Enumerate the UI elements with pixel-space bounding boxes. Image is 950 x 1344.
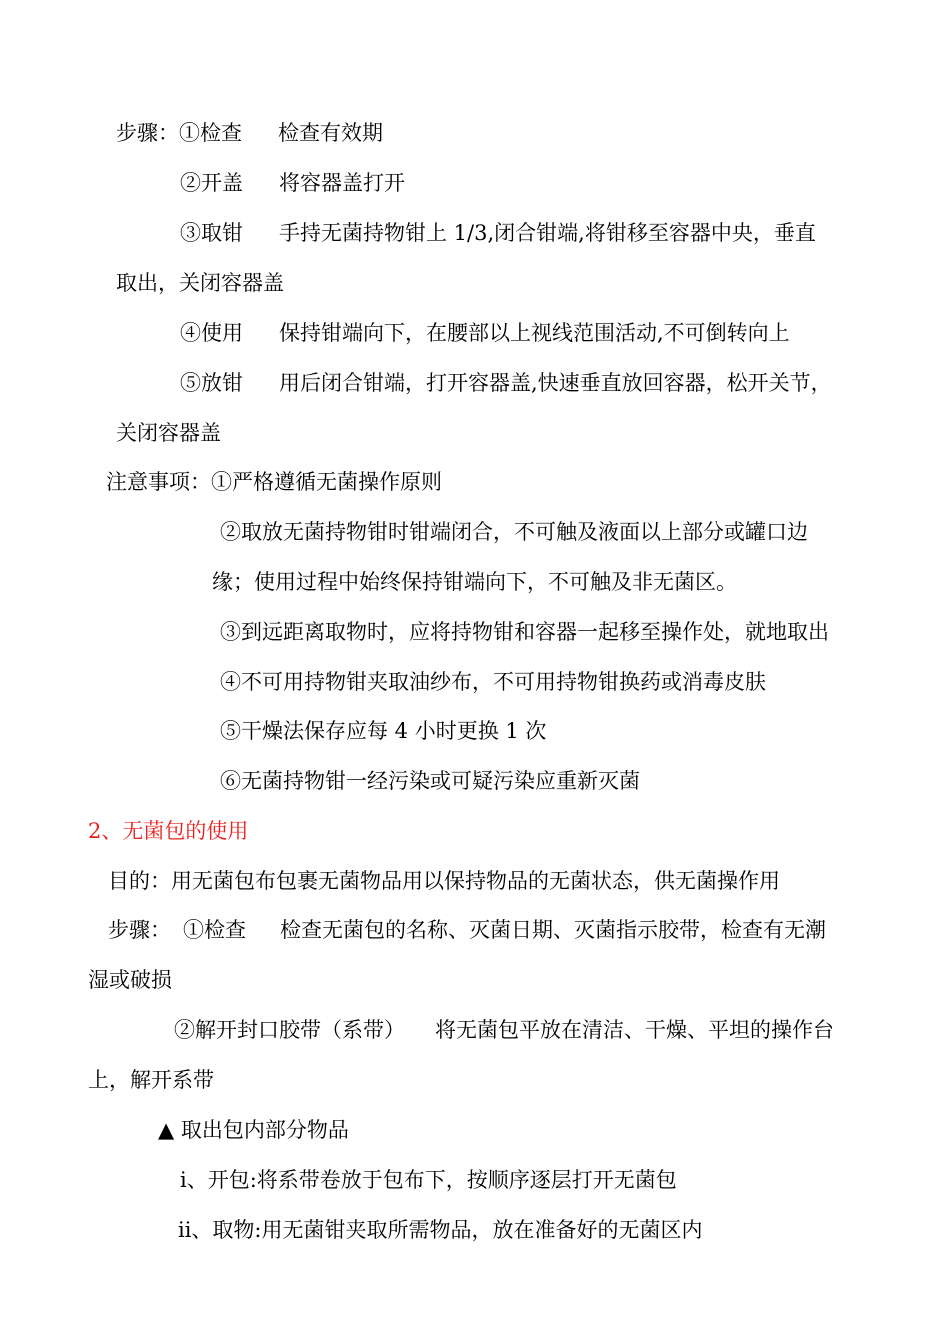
notes-line-2-cont xyxy=(212,568,737,596)
step-4-number: ④使用 xyxy=(180,321,243,345)
section-2-step-1-number: ①检查 xyxy=(183,918,246,942)
purpose-text: 目的：用无菌包布包裹无菌物品用以保持物品的无菌状态，供无菌操作用 xyxy=(108,869,780,893)
step-2-number: ②开盖 xyxy=(180,171,243,195)
steps-line-5-cont xyxy=(116,419,221,447)
steps-line-5 xyxy=(180,369,832,397)
section-2-steps-line-1-cont xyxy=(88,966,172,994)
sub-step-i-line xyxy=(180,1166,677,1194)
step-5-text: 用后闭合钳端，打开容器盖,快速垂直放回容器，松开关节， xyxy=(279,371,832,395)
notes-line-1 xyxy=(106,468,442,496)
section-2-heading xyxy=(88,817,248,845)
note-1: ①严格遵循无菌操作原则 xyxy=(211,470,442,494)
section-2-steps-line-2 xyxy=(174,1016,834,1044)
note-2: ②取放无菌持物钳时钳端闭合，不可触及液面以上部分或罐口边 xyxy=(220,520,808,544)
sub-step-i-text: ⅰ、开包:将系带卷放于包布下，按顺序逐层打开无菌包 xyxy=(180,1168,677,1192)
note-6: ⑥无菌持物钳一经污染或可疑污染应重新灭菌 xyxy=(220,769,640,793)
section-2-step-1-continuation: 湿或破损 xyxy=(88,968,172,992)
step-1-number: ①检查 xyxy=(179,121,242,145)
section-2-step-1-text: 检查无菌包的名称、灭菌日期、灭菌指示胶带，检查有无潮 xyxy=(280,918,826,942)
step-1-text: 检查有效期 xyxy=(278,121,383,145)
notes-line-4 xyxy=(220,668,766,696)
step-4-text: 保持钳端向下，在腰部以上视线范围活动,不可倒转向上 xyxy=(279,321,790,345)
sub-heading-line xyxy=(158,1116,349,1144)
notes-line-3 xyxy=(220,618,829,646)
note-3: ③到远距离取物时，应将持物钳和容器一起移至操作处，就地取出 xyxy=(220,620,829,644)
steps-line-4 xyxy=(180,319,790,347)
note-5: ⑤干燥法保存应每 4 小时更换 1 次 xyxy=(220,719,547,743)
section-2-step-2-continuation: 上，解开系带 xyxy=(88,1068,214,1092)
section-2-step-2-text: 将无菌包平放在清洁、干燥、平坦的操作台 xyxy=(435,1018,834,1042)
notes-line-5 xyxy=(220,717,546,745)
step-2-text: 将容器盖打开 xyxy=(279,171,405,195)
purpose-line xyxy=(108,867,780,895)
steps-label: 步骤： xyxy=(116,121,179,145)
sub-heading-text: ▲ 取出包内部分物品 xyxy=(158,1118,349,1142)
notes-line-6 xyxy=(220,767,640,795)
step-5-number: ⑤放钳 xyxy=(180,371,243,395)
section-2-step-2-number: ②解开封口胶带（系带） xyxy=(174,1018,405,1042)
section-2-steps-label: 步骤： xyxy=(108,918,171,942)
notes-line-2 xyxy=(220,518,808,546)
sub-step-ii-line xyxy=(178,1216,703,1244)
note-4: ④不可用持物钳夹取油纱布，不可用持物钳换药或消毒皮肤 xyxy=(220,670,766,694)
step-3-number: ③取钳 xyxy=(180,221,243,245)
section-2-steps-line-2-cont xyxy=(88,1066,214,1094)
steps-line-3-cont xyxy=(116,269,284,297)
section-2-heading-text: 2、无菌包的使用 xyxy=(88,819,249,843)
note-2-continuation: 缘；使用过程中始终保持钳端向下，不可触及非无菌区。 xyxy=(212,570,737,594)
steps-line-2 xyxy=(180,169,405,197)
steps-line-1 xyxy=(116,119,383,147)
sub-step-ii-text: ⅱ、取物:用无菌钳夹取所需物品，放在准备好的无菌区内 xyxy=(178,1218,703,1242)
step-3-continuation: 取出，关闭容器盖 xyxy=(116,271,284,295)
steps-line-3 xyxy=(180,219,816,247)
step-5-continuation: 关闭容器盖 xyxy=(116,421,221,445)
notes-label: 注意事项： xyxy=(106,470,211,494)
section-2-steps-line-1 xyxy=(108,916,826,944)
step-3-text: 手持无菌持物钳上 1/3,闭合钳端,将钳移至容器中央，垂直 xyxy=(279,221,816,245)
